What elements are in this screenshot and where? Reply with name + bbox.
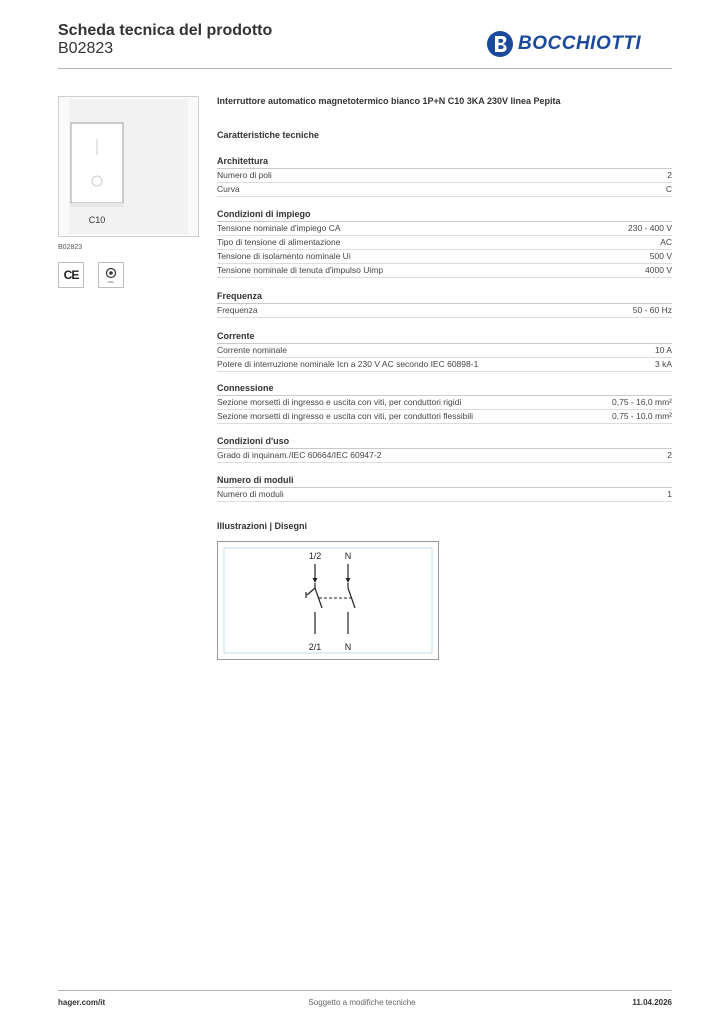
spec-row (217, 410, 672, 424)
product-image-label: C10 (88, 215, 106, 225)
brand-logo-icon (486, 30, 514, 58)
spec-label: Sezione morsetti di ingresso e uscita con viti, per conduttori flessibili (217, 411, 474, 421)
spec-group-architettura (217, 155, 672, 197)
spec-label: Tensione nominale di tenuta d'impulso Uimp (217, 265, 384, 275)
header-divider (58, 68, 672, 69)
footer-date: 11.04.2026 (632, 998, 672, 1007)
spec-group-title: Condizioni d'uso (217, 435, 672, 449)
image-caption: B02823 (58, 244, 83, 251)
spec-group-connessione (217, 382, 672, 424)
circuit-diagram-icon (218, 542, 438, 659)
footer-website: hager.com/it (58, 998, 106, 1007)
spec-row (217, 488, 672, 502)
spec-value: 4000 V (645, 265, 672, 275)
spec-row (217, 304, 672, 318)
spec-row (217, 169, 672, 183)
spec-row (217, 250, 672, 264)
spec-group-condizioni-uso (217, 435, 672, 463)
imq-logo-icon (101, 265, 121, 285)
spec-value: 500 V (649, 251, 672, 261)
spec-label: Potere di interruzione nominale Icn a 230 V AC secondo IEC 60898-1 (217, 359, 479, 369)
terminal-label-top-left: 1/2 (308, 551, 322, 561)
spec-row (217, 264, 672, 278)
spec-group-corrente (217, 330, 672, 372)
brand-name: BOCCHIOTTI (518, 33, 642, 54)
wiring-diagram (217, 541, 439, 660)
ce-mark-text: CE (63, 268, 79, 282)
spec-group-title: Corrente (217, 330, 672, 344)
spec-row (217, 236, 672, 250)
spec-value: 50 - 60 Hz (632, 305, 672, 315)
brand-logo (486, 29, 641, 59)
imq-mark-text: IMQ (108, 280, 114, 284)
spec-group-title: Architettura (217, 155, 672, 169)
spec-value: 0,75 - 16,0 mm² (612, 397, 672, 407)
switch-illustration (59, 97, 198, 236)
spec-group-title: Connessione (217, 382, 672, 396)
specs-heading: Caratteristiche tecniche (217, 130, 320, 140)
spec-value: 230 - 400 V (628, 223, 672, 233)
terminal-label-bottom-left: 2/1 (308, 642, 322, 652)
spec-value: 2 (667, 170, 672, 180)
spec-label: Numero di moduli (217, 489, 284, 499)
spec-value: AC (660, 237, 672, 247)
spec-label: Numero di poli (217, 170, 272, 180)
spec-value: 3 kA (654, 359, 672, 369)
spec-row (217, 222, 672, 236)
illustrations-heading: Illustrazioni | Disegni (217, 521, 308, 531)
spec-row (217, 358, 672, 372)
spec-row (217, 449, 672, 463)
spec-label: Curva (217, 184, 240, 194)
spec-value: 1 (667, 489, 672, 499)
spec-label: Tipo di tensione di alimentazione (217, 237, 341, 247)
spec-label: Corrente nominale (217, 345, 287, 355)
spec-label: Tensione di isolamento nominale Ui (217, 251, 351, 261)
ce-mark-icon (58, 262, 84, 288)
spec-group-title: Condizioni di impiego (217, 208, 672, 222)
spec-group-frequenza (217, 290, 672, 318)
product-title: Interruttore automatico magnetotermico bianco 1P+N C10 3KA 230V linea Pepita (217, 96, 561, 106)
spec-group-title: Frequenza (217, 290, 672, 304)
spec-value: 2 (667, 450, 672, 460)
imq-mark-icon (98, 262, 124, 288)
footer-divider (58, 990, 672, 991)
spec-value: C (665, 184, 672, 194)
spec-label: Sezione morsetti di ingresso e uscita con viti, per conduttori rigidi (217, 397, 462, 407)
product-image (58, 96, 199, 237)
spec-label: Grado di inquinam./IEC 60664/IEC 60947-2 (217, 450, 382, 460)
product-code: B02823 (58, 40, 114, 57)
page-title: Scheda tecnica del prodotto (58, 22, 273, 39)
spec-row (217, 344, 672, 358)
spec-label: Frequenza (217, 305, 258, 315)
spec-group-title: Numero di moduli (217, 474, 672, 488)
spec-label: Tensione nominale d'impiego CA (217, 223, 341, 233)
footer-note: Soggetto a modifiche tecniche (308, 998, 416, 1007)
terminal-label-bottom-right: N (344, 642, 352, 652)
spec-row (217, 183, 672, 197)
spec-group-condizioni-impiego (217, 208, 672, 278)
spec-value: 10 A (654, 345, 672, 355)
spec-value: 0,75 - 10,0 mm² (612, 411, 672, 421)
spec-group-numero-moduli (217, 474, 672, 502)
terminal-label-top-right: N (344, 551, 352, 561)
spec-row (217, 396, 672, 410)
